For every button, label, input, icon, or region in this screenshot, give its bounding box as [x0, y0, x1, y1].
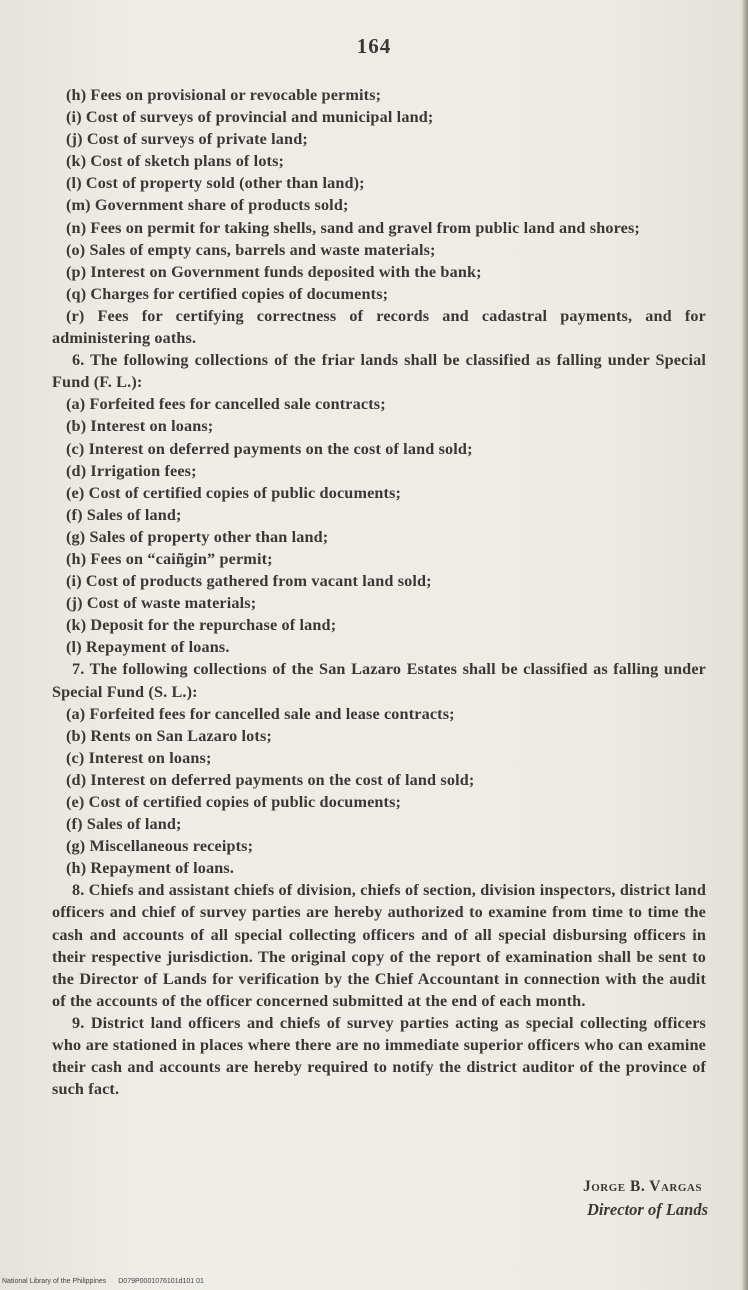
paragraph-9: 9. District land officers and chiefs of survey parties acting as special collecting officers who are stationed in places where there are no immediate superior officers who can examine their cash and accounts are hereby required to notify the district auditor of the province of such fact. [52, 1013, 706, 1099]
footer-id: D079P0001076101d101 01 [118, 1278, 204, 1285]
list-item: (l) Cost of property sold (other than land); [66, 174, 365, 193]
list-item: (b) Interest on loans; [66, 417, 214, 436]
list-item: (i) Cost of surveys of provincial and municipal land; [66, 108, 434, 127]
list-item: (i) Cost of products gathered from vacant land sold; [66, 572, 432, 591]
list-item: (f) Sales of land; [66, 505, 182, 524]
list-item: (p) Interest on Government funds deposited with the bank; [66, 262, 482, 281]
paragraph-8: 8. Chiefs and assistant chiefs of division, chiefs of section, division inspectors, district land officers and chief of survey parties are hereby authorized to examine from time to time the cash and accounts of all special collecting officers and of all special disbursing officers in their respective jurisdiction. The original copy of the report of examination shall be sent to the Director of Lands for verification by the Chief Accountant in connection with the audit of the accounts of the officer concerned submitted at the end of each month. [52, 881, 706, 1010]
list-item: (m) Government share of products sold; [66, 196, 349, 215]
list-item: (b) Rents on San Lazaro lots; [66, 726, 272, 745]
list-item: (c) Interest on loans; [66, 748, 212, 767]
list-item: (h) Repayment of loans. [66, 859, 235, 878]
list-item: (d) Irrigation fees; [66, 461, 197, 480]
list-item: (j) Cost of surveys of private land; [66, 130, 308, 149]
list-item: (g) Sales of property other than land; [66, 527, 329, 546]
list-item: (e) Cost of certified copies of public documents; [66, 793, 402, 811]
signer-title: Director of Lands [587, 1200, 708, 1219]
list-item: (o) Sales of empty cans, barrels and waste materials; [66, 240, 436, 259]
page-number: 164 [356, 34, 392, 58]
scan-footer [2, 1278, 214, 1285]
list-item: (n) Fees on permit for taking shells, sand and gravel from public land and shores; [66, 218, 640, 237]
document-body [52, 84, 706, 1100]
list-item: (e) Cost of certified copies of public documents; [66, 483, 402, 502]
list-item: (k) Deposit for the repurchase of land; [66, 616, 337, 635]
list-item: (r) Fees for certifying correctness of records and cadastral payments, and for administering oaths. [52, 306, 706, 348]
list-item: (k) Cost of sketch plans of lots; [66, 152, 285, 171]
list-item: (l) Repayment of loans. [66, 638, 230, 657]
footer-library: National Library of the Philippines [2, 1278, 107, 1285]
list-item: (h) Fees on “caiñgin” permit; [66, 549, 273, 568]
list-item: (j) Cost of waste materials; [66, 594, 257, 613]
list-item: (a) Forfeited fees for cancelled sale contracts; [66, 395, 386, 414]
list-item: (c) Interest on deferred payments on the cost of land sold; [66, 439, 473, 458]
list-item: (f) Sales of land; [66, 815, 182, 834]
list-item: (a) Forfeited fees for cancelled sale and lease contracts; [66, 704, 455, 723]
paragraph-6: 6. The following collections of the friar lands shall be classified as falling under Special Fund (F. L.): [52, 351, 706, 392]
paragraph-7: 7. The following collections of the San Lazaro Estates shall be classified as falling under Special Fund (S. L.): [52, 660, 706, 701]
list-item: (d) Interest on deferred payments on the cost of land sold; [66, 770, 475, 789]
page-edge [742, 0, 748, 1290]
signer-name: Jorge B. Vargas [582, 1178, 702, 1195]
list-item: (h) Fees on provisional or revocable permits; [66, 86, 382, 104]
list-item: (g) Miscellaneous receipts; [66, 837, 254, 856]
list-item: (q) Charges for certified copies of documents; [66, 284, 389, 303]
